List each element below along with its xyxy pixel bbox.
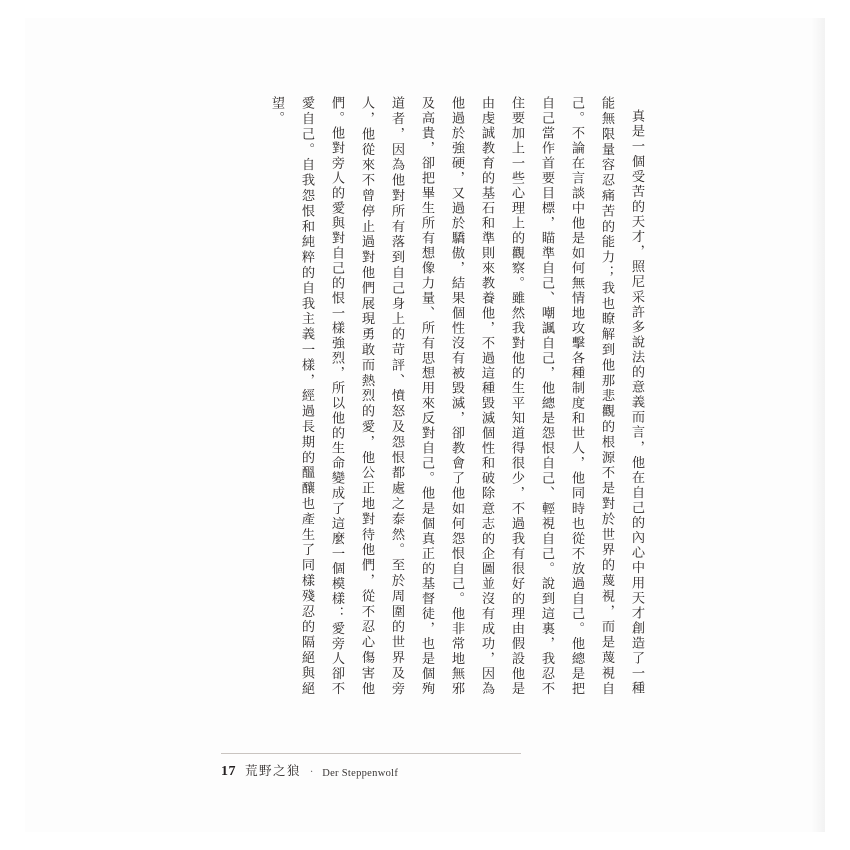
page-body-text [221,96,651,696]
page-footer [221,761,691,780]
running-title-german: Der Steppenwolf [322,768,399,779]
running-title-separator: · [310,767,314,778]
footer-divider [221,753,521,754]
running-title-chinese: 荒野之狼 [245,763,302,778]
folio-page-number: 17 [221,764,236,779]
body-paragraph: 真是一個受苦的天才，照尼采許多說法的意義而言，他在自己的內心中用天才創造了一種能無限量容忍痛苦的能力；我也瞭解到他那悲觀的根源不是對於世界的蔑視，而是蔑視自己。不論在言談中他是如何無情地攻擊各種制度和世人，他同時也從不放過自己。他總是把自己當作首要目標，瞄準自己、嘲諷自己，他總是怨恨自己、輕視自己。說到這裏，我忍不住要加上一些心理上的觀察。雖然我對他的生平知道得很少，不過我有很好的理由假設他是由虔誠教育的基石和準則來教養他，不過這種毀滅個性和破除意志的企圖並沒有成功，因為他過於強硬，又過於驕傲，結果個性沒有被毀滅，卻教會了他如何怨恨自己。他非常地無邪及高貴，卻把畢生所有想像力量、所有思想用來反對自己。他是個真正的基督徒，也是個殉道者，因為他對所有落到自己身上的苛評、憤怒及怨恨都處之泰然。至於周圍的世界及旁人，他從來不曾停止過對他們展現勇敢而熱烈的愛，他公正地對待他們，從不忍心傷害他們。他對旁人的愛與對自己的恨一樣強烈，所以他的生命變成了這麼一個模樣：愛旁人卻不愛自己。自我怨恨和純粹的自我主義一樣，經過長期的醞釀也產生了同樣殘忍的隔絕與絕望。 [269,96,644,696]
page-sheet [25,18,825,832]
